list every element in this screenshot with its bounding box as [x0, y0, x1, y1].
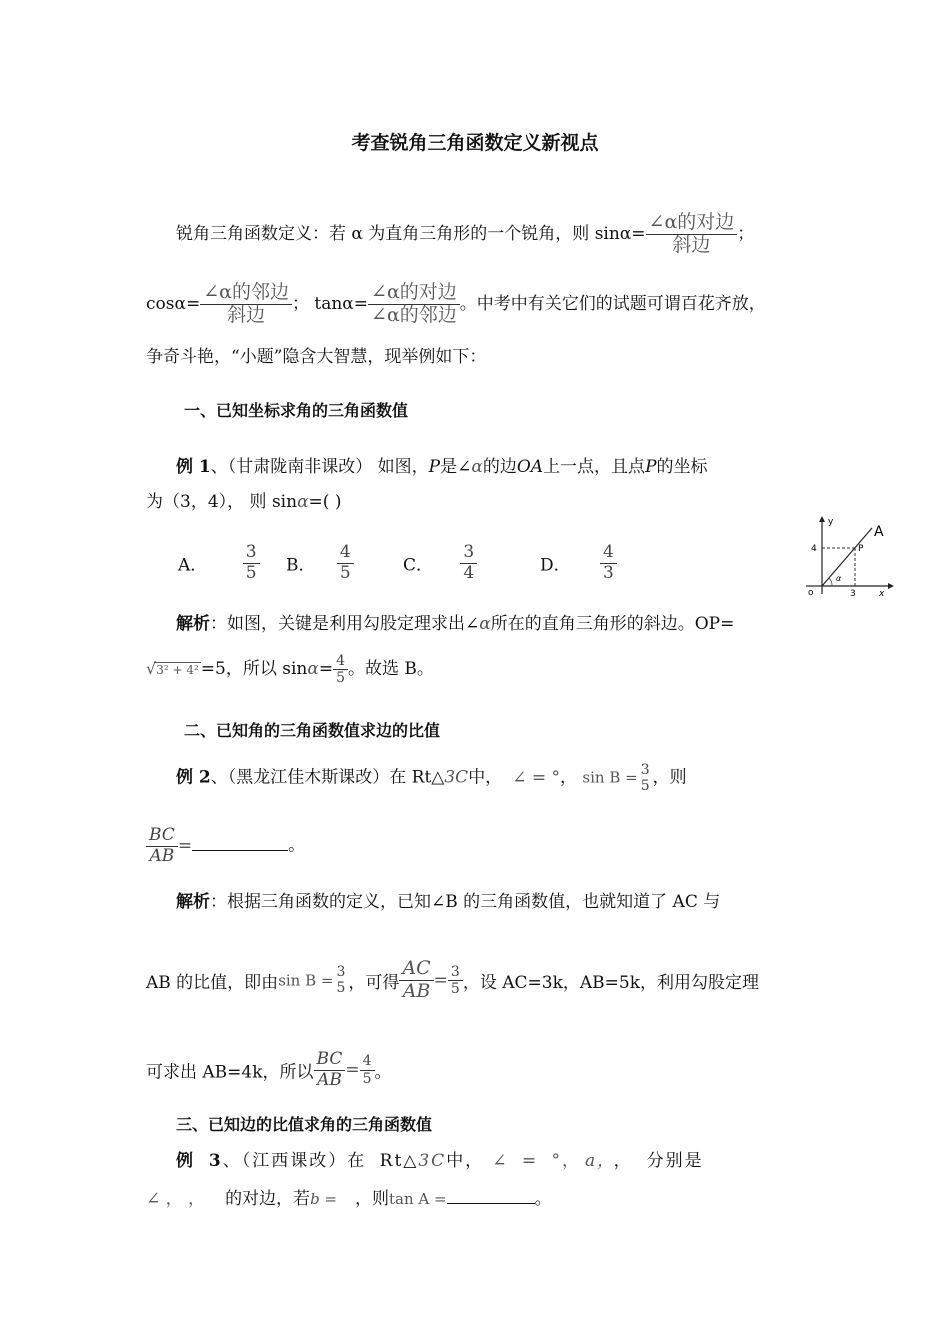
- point-p: P: [645, 457, 657, 477]
- tick-x-3: 3: [850, 589, 856, 598]
- text: ：如图，关键是利用勾股定理求出∠: [210, 614, 480, 634]
- example-2-line-2: [146, 826, 305, 866]
- text: 。: [374, 1062, 392, 1083]
- ray-oa: OA: [516, 457, 544, 477]
- example-1-line-1: [176, 452, 708, 477]
- text: 上一点，且点: [543, 457, 646, 477]
- section-3-heading: 三、已知边的比值求角的三角函数值: [176, 1115, 433, 1134]
- sin-definition-fraction: [646, 212, 738, 257]
- text: 所在的直角三角形的斜边。OP=: [490, 614, 735, 634]
- tick-y-4: 4: [811, 544, 817, 554]
- alpha-symbol: α: [479, 614, 491, 634]
- denominator: 4: [463, 562, 475, 583]
- text: ，则: [355, 1189, 390, 1209]
- analysis-1-line-2: [146, 653, 434, 686]
- denominator: 5: [336, 670, 346, 687]
- text: ，设 AC=3k，AB=5k，利用勾股定理: [462, 972, 760, 993]
- alpha-symbol: α: [471, 457, 483, 477]
- x-axis-arrow: [888, 583, 894, 589]
- coordinate-figure: [800, 514, 895, 598]
- option-fraction: [243, 543, 260, 583]
- numerator: 4: [360, 1053, 375, 1070]
- sin-b-fraction: [638, 762, 653, 794]
- text: =( ): [308, 492, 342, 512]
- intro-tail: 。中考中有关它们的试题可谓百花齐放，: [459, 293, 766, 314]
- tan-denominator: ∠α的邻边: [371, 303, 457, 326]
- sin-b-expression: sin B =: [278, 971, 334, 990]
- bc-ab-fraction: [146, 826, 178, 866]
- text: 如图，: [377, 457, 429, 477]
- option-label: B．: [286, 555, 316, 576]
- angle-fragment: ∠ = °: [512, 767, 560, 788]
- analysis-label: 解析: [176, 892, 210, 912]
- text: AB 的比值，即由: [146, 972, 279, 993]
- intro-lead: 锐角三角函数定义：若 α 为直角三角形的一个锐角，则 sinα=: [176, 223, 646, 244]
- denominator: 5: [640, 778, 650, 795]
- alpha-symbol: α: [297, 492, 309, 512]
- text: ，: [613, 1151, 633, 1171]
- label-a: A: [874, 524, 884, 540]
- text: =: [318, 659, 334, 680]
- example-1-line-2: [146, 487, 341, 512]
- cos-denominator: 斜边: [227, 303, 266, 326]
- analysis-2-line-1: [176, 887, 720, 912]
- option-d: [540, 543, 617, 583]
- numerator: 4: [333, 653, 348, 670]
- text: ：根据三角函数的定义，已知∠B 的三角函数值，也就知道了 AC 与: [210, 892, 721, 912]
- example-2-label: 例 2: [176, 767, 211, 788]
- text: 、（江西课改）在 Rt△: [222, 1151, 419, 1171]
- four-fifths-fraction: [360, 1053, 375, 1086]
- equals: =: [345, 1060, 360, 1081]
- separator: ；: [291, 293, 309, 314]
- cos-label: cosα=: [146, 293, 201, 314]
- side-a-fragment: a，: [584, 1151, 608, 1171]
- numerator: 3: [460, 543, 477, 564]
- analysis-label: 解析: [176, 614, 210, 634]
- point-p: P: [428, 457, 441, 477]
- denominator: AB: [149, 845, 175, 866]
- sqrt-icon: √: [146, 659, 157, 679]
- answer-blank[interactable]: [447, 1189, 535, 1204]
- sin-numerator: ∠α的对边: [646, 212, 738, 235]
- text: 。故选 B。: [348, 659, 434, 680]
- text: =5，所以 sin: [200, 659, 308, 680]
- fragment: 3C: [418, 1151, 447, 1171]
- text: 。: [288, 835, 306, 856]
- angle-fragment: ∠ ， ，: [146, 1189, 206, 1209]
- analysis-1-line-1: [176, 609, 734, 634]
- example-2-line-1: [176, 762, 687, 794]
- sin-b-expression: sin B =: [582, 768, 638, 787]
- cos-definition-fraction: [200, 282, 292, 327]
- denominator: 5: [450, 980, 460, 997]
- ac-ab-fraction: [399, 958, 433, 1003]
- analysis-2-line-2: [146, 958, 759, 1003]
- numerator: BC: [314, 1050, 346, 1071]
- text: 可求出 AB=4k，所以: [146, 1062, 314, 1083]
- denominator: 5: [362, 1070, 372, 1087]
- example-1-label: 例 1: [176, 457, 211, 477]
- page-title: 考查锐角三角函数定义新视点: [351, 132, 599, 154]
- label-o: o: [808, 588, 814, 598]
- angle-fragment: ∠ = °，: [492, 1151, 581, 1171]
- equals: =: [177, 836, 193, 857]
- text: 是∠: [440, 457, 472, 477]
- tan-numerator: ∠α的对边: [368, 282, 460, 305]
- sin-b-fraction: [333, 964, 348, 996]
- sqrt-radicand: 3² + 4²: [156, 663, 199, 678]
- three-fifths-fraction: [448, 964, 463, 997]
- example-3-line-1: [176, 1146, 704, 1171]
- option-c: [403, 543, 477, 583]
- sin-denominator: 斜边: [672, 233, 711, 256]
- denominator: AB: [402, 979, 431, 1002]
- alpha-symbol: α: [307, 659, 319, 680]
- ray-oa-line: [822, 528, 872, 586]
- option-fraction: [600, 543, 617, 583]
- numerator: 4: [600, 543, 617, 564]
- option-fraction: [460, 543, 477, 583]
- denominator: 5: [245, 562, 257, 583]
- numerator: BC: [146, 826, 178, 847]
- angle-arc: [829, 578, 832, 586]
- cos-numerator: ∠α的邻边: [200, 282, 292, 305]
- intro-line-3: 争奇斗艳，“小题”隐含大智慧，现举例如下：: [146, 347, 487, 367]
- text: 的坐标: [656, 457, 708, 477]
- numerator: 3: [640, 762, 650, 778]
- denominator: AB: [317, 1069, 342, 1090]
- option-a: [178, 543, 260, 583]
- option-label: C．: [403, 555, 434, 576]
- example-1-source: 、（甘肃陇南非课改）: [210, 457, 373, 477]
- answer-blank[interactable]: [192, 836, 288, 851]
- bc-ab-fraction: [314, 1050, 346, 1090]
- denominator: 5: [339, 562, 351, 583]
- equals: =: [433, 970, 448, 991]
- numerator: 3: [243, 543, 260, 564]
- denominator: 3: [603, 562, 614, 583]
- section-1-heading: 一、已知坐标求角的三角函数值: [184, 401, 409, 420]
- answer-fraction: [333, 653, 348, 686]
- text: ，可得: [348, 972, 400, 993]
- option-fraction: [337, 543, 354, 583]
- intro-line-2: [146, 282, 766, 327]
- angle-alpha-label: α: [836, 574, 842, 583]
- text: 、（黑龙江佳木斯课改）在 Rt△: [210, 767, 445, 788]
- tan-label: tanα=: [314, 293, 369, 314]
- analysis-2-line-3: [146, 1050, 392, 1090]
- text: 中，: [446, 1151, 485, 1171]
- label-p: P: [858, 544, 864, 554]
- y-axis-label: y: [828, 517, 834, 527]
- text: 的对边，若: [225, 1189, 311, 1209]
- denominator: 5: [336, 980, 346, 997]
- text: 为（3，4）， 则 sin: [146, 492, 298, 512]
- separator: ；: [737, 223, 755, 244]
- tan-a-expression: tan A =: [389, 1190, 447, 1208]
- numerator: AC: [399, 958, 433, 981]
- b-equals: b =: [310, 1190, 338, 1208]
- section-2-heading: 二、已知角的三角函数值求边的比值: [184, 721, 441, 740]
- tan-definition-fraction: [368, 282, 460, 327]
- numerator: 4: [337, 543, 354, 564]
- x-axis-label: x: [879, 589, 885, 598]
- numerator: 3: [336, 964, 346, 981]
- text: 分别是: [646, 1151, 704, 1171]
- text: ，: [559, 767, 577, 788]
- y-axis-arrow: [819, 516, 825, 522]
- intro-line-1: [176, 212, 754, 257]
- option-label: D．: [540, 555, 571, 576]
- text: 。: [534, 1189, 552, 1209]
- text: 的边: [482, 457, 517, 477]
- option-label: A．: [178, 555, 208, 576]
- option-b: [286, 543, 354, 583]
- text: 中，: [468, 767, 503, 788]
- numerator: 3: [448, 964, 463, 981]
- example-3-line-2: [146, 1184, 552, 1209]
- fragment: 3C: [444, 767, 469, 788]
- example-3-label: 例 3: [176, 1151, 223, 1171]
- text: ，则: [652, 767, 687, 788]
